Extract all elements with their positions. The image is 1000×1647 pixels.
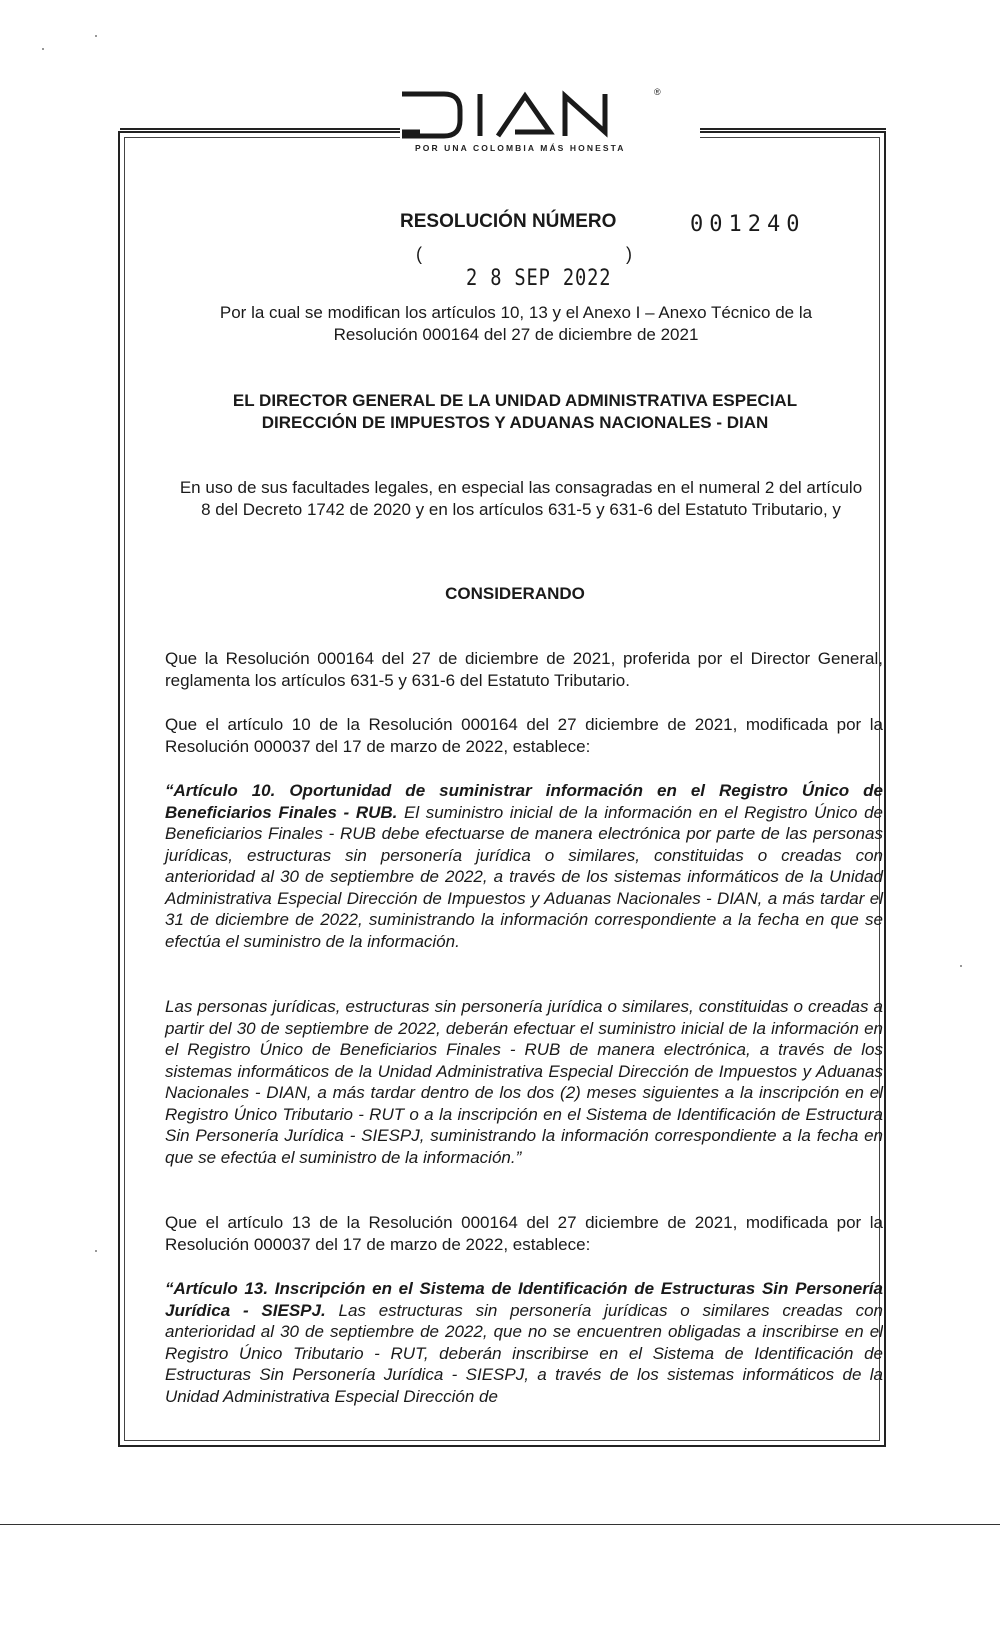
resolution-number: 001240: [690, 212, 806, 237]
page-bottom-rule: [0, 1524, 1000, 1525]
paragraph-1: Que la Resolución 000164 del 27 de diciembre de 2021, proferida por el Director General, reglamenta los artículos 631-5 y 631-6 del Estatuto Tributario.: [165, 649, 883, 690]
authority-line-1: EL DIRECTOR GENERAL DE LA UNIDAD ADMINISTRATIVA ESPECIAL: [232, 391, 798, 410]
scan-speck: [960, 965, 962, 967]
header-rule-left: [120, 128, 404, 130]
date-stamp: 2 8 SEP 2022: [466, 266, 612, 291]
scan-speck: [95, 35, 97, 37]
article-10-heading: “Artículo 10. Oportunidad de suministrar información en el Registro Único de Beneficiarios Finales - RUB.: [165, 781, 883, 822]
article-13-quote: [165, 1278, 883, 1412]
article-10-quote: [165, 780, 883, 952]
resolution-subject: Por la cual se modifican los artículos 10, 13 y el Anexo I – Anexo Técnico de la Resolución 000164 del 27 de diciembre de 2021: [219, 303, 813, 344]
authority-line-2: DIRECCIÓN DE IMPUESTOS Y ADUANAS NACIONALES - DIAN: [261, 413, 769, 432]
registered-mark: ®: [654, 87, 661, 97]
faculties-text: En uso de sus facultades legales, en especial las consagradas en el numeral 2 del artículo 8 del Decreto 1742 de 2020 y en los artículos 631-5 y 631-6 del Estatuto Tributario, y: [179, 478, 863, 519]
article-10-paragraph-2: Las personas jurídicas, estructuras sin personería jurídica o similares, constituidas o creadas a partir del 30 de septiembre de 2022, deberán efectuar el suministro inicial de la información en el Registro Único de Beneficiarios Finales - RUB de manera electrónica, a través de los sistemas informáticos de la Unidad Administrativa Especial Dirección de Impuestos y Aduanas Nacionales - DIAN, a más tardar dentro de los dos (2) meses siguientes a la inscripción en el Registro Único Tributario - RUT o a la inscripción en el Sistema de Identificación de Estructura Sin Personería Jurídica - SIESPJ, suministrando la información correspondiente a la fecha en que se efectúa el suministro de la información.”: [165, 997, 883, 1167]
paren-open: (: [416, 244, 422, 264]
resolution-title: RESOLUCIÓN NÚMERO: [400, 211, 617, 232]
scan-speck: [95, 1250, 97, 1252]
considerando-heading: CONSIDERANDO: [445, 584, 585, 603]
paragraph-2: Que el artículo 10 de la Resolución 000164 del 27 diciembre de 2021, modificada por la Resolución 000037 del 17 de marzo de 2022, establece:: [165, 715, 883, 756]
article-13-body: Las estructuras sin personería jurídicas o similares creadas con anterioridad al 30 de septiembre de 2022, que no se encuentren obligadas a inscribirse en el Registro Único Tributario - RUT, deberán inscribirse en el Sistema de Identificación de Estructuras Sin Personería Jurídica - SIESPJ, a través de los sistemas informáticos de la Unidad Administrativa Especial Dirección de: [165, 1300, 883, 1406]
paragraph-3: Que el artículo 13 de la Resolución 000164 del 27 diciembre de 2021, modificada por la Resolución 000037 del 17 de marzo de 2022, establece:: [165, 1213, 883, 1254]
logo-tagline: POR UNA COLOMBIA MÁS HONESTA: [415, 143, 626, 153]
paren-close: ): [626, 244, 632, 264]
scan-speck: [42, 48, 44, 50]
article-13-heading: “Artículo 13. Inscripción en el Sistema de Identificación de Estructuras Sin Personería Jurídica - SIESPJ.: [165, 1279, 883, 1320]
article-10-body: El suministro inicial de la información en el Registro Único de Beneficiarios Finales - RUB debe efectuarse de manera electrónica por parte de las personas jurídicas, estructuras sin personería jurídica o similares, constituidas o creadas con anterioridad al 30 de septiembre de 2022, a través de los sistemas informáticos de la Unidad Administrativa Especial Dirección de Impuestos y Aduanas Nacionales - DIAN, a más tardar el 31 de diciembre de 2022, suministrando la información correspondiente a la fecha en que se efectúa el suministro de la información.: [165, 802, 883, 951]
